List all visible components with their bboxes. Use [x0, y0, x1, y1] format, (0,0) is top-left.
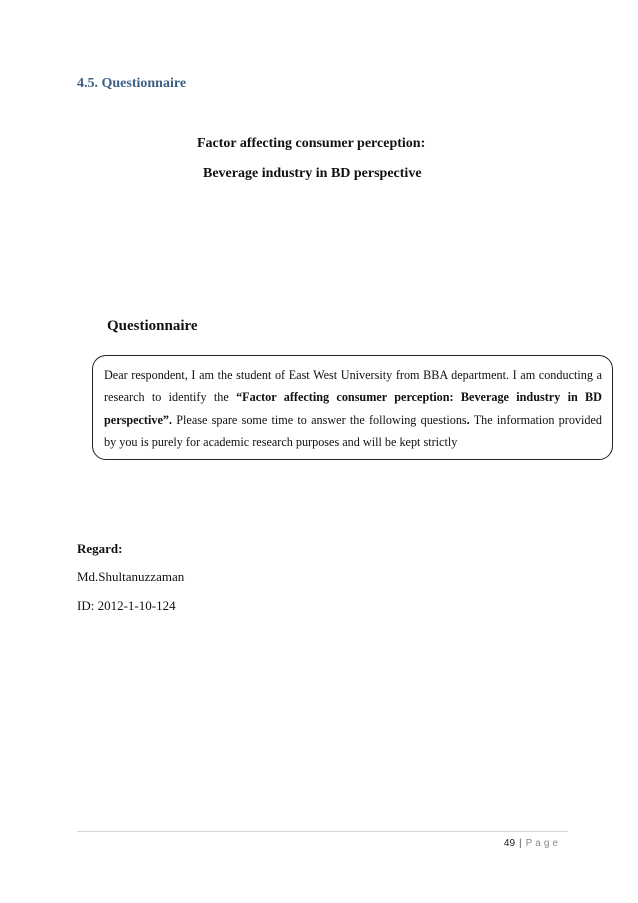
author-id: ID: 2012-1-10-124 — [77, 598, 176, 613]
page-footer — [504, 838, 561, 849]
notice-research-title: “Factor affecting consumer perception: Beverage industry in BD perspective”. — [104, 390, 602, 427]
footer-divider — [77, 831, 568, 832]
questionnaire-heading: Questionnaire — [107, 318, 198, 334]
respondent-notice-text — [104, 364, 602, 454]
page-number: 49 — [503, 838, 516, 849]
author-name: Md.Shultanuzzaman — [77, 569, 185, 584]
notice-text-middle: Please spare some time to answer the following questions — [172, 412, 467, 427]
page-label: Page — [525, 838, 561, 849]
notice-bold-period: . — [466, 412, 470, 427]
respondent-notice-box — [92, 355, 613, 460]
document-title-line-2: Beverage industry in BD perspective — [203, 166, 422, 181]
notice-text-before: Dear respondent, I am the student of East West University from BBA department. I am conducting a research to identify the — [104, 368, 602, 405]
section-heading: 4.5. Questionnaire — [77, 76, 187, 91]
page-separator: | — [519, 838, 522, 849]
regard-label: Regard: — [77, 541, 123, 556]
notice-text-after: The information provided by you is purely for academic research purposes and will be kept strictly — [104, 412, 602, 450]
document-title-line-1: Factor affecting consumer perception: — [197, 136, 426, 151]
